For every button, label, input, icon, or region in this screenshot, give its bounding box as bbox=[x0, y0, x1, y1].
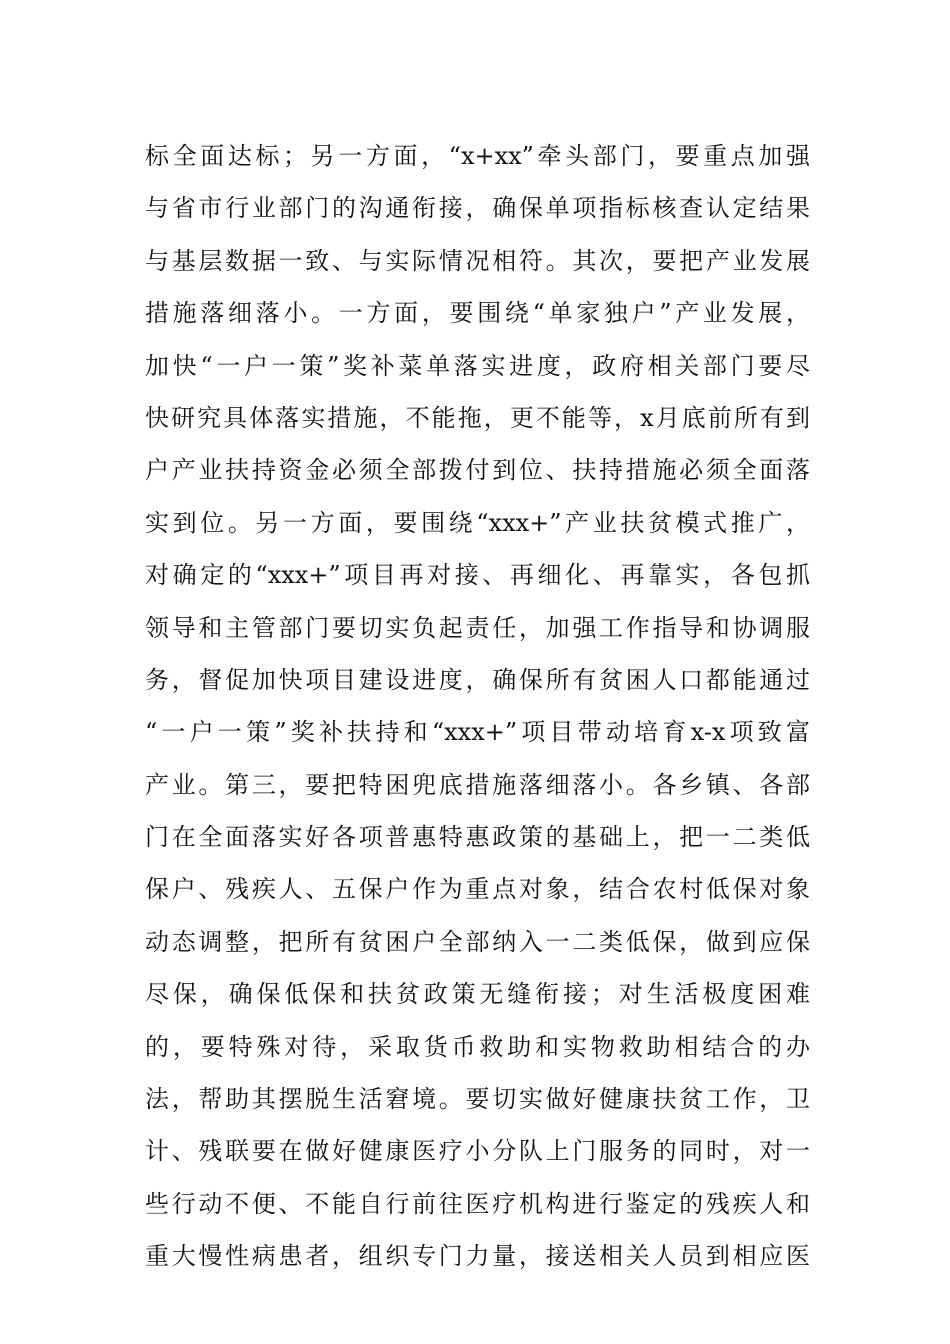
text-line: 尽保，确保低保和扶贫政策无缝衔接；对生活极度困难 bbox=[145, 980, 810, 1009]
text-line: 户产业扶持资金必须全部拨付到位、扶持措施必须全面落 bbox=[145, 456, 810, 485]
text-line: 保户、残疾人、五保户作为重点对象，结合农村低保对象 bbox=[145, 875, 810, 904]
text-line: 动态调整，把所有贫困户全部纳入一二类低保，做到应保 bbox=[145, 927, 810, 956]
text-line: 快研究具体落实措施，不能拖，更不能等，x月底前所有到 bbox=[145, 403, 810, 432]
text-line: 实到位。另一方面，要围绕“xxx+”产业扶贫模式推广， bbox=[145, 508, 810, 537]
text-line: 务，督促加快项目建设进度，确保所有贫困人口都能通过 bbox=[145, 665, 810, 694]
text-line: 对确定的“xxx+”项目再对接、再细化、再靠实，各包抓 bbox=[145, 561, 810, 590]
text-line: 领导和主管部门要切实负起责任，加强工作指导和协调服 bbox=[145, 613, 810, 642]
text-line: 些行动不便、不能自行前往医疗机构进行鉴定的残疾人和 bbox=[145, 1189, 810, 1218]
text-line: 计、残联要在做好健康医疗小分队上门服务的同时，对一 bbox=[145, 1137, 810, 1166]
text-line: 法，帮助其摆脱生活窘境。要切实做好健康扶贫工作，卫 bbox=[145, 1085, 810, 1114]
text-line: 产业。第三，要把特困兜底措施落细落小。各乡镇、各部 bbox=[145, 770, 810, 799]
text-line: 标全面达标；另一方面，“x+xx”牵头部门，要重点加强 bbox=[145, 142, 810, 170]
text-line: 与省市行业部门的沟通衔接，确保单项指标核查认定结果 bbox=[145, 194, 810, 223]
text-line: 加快“一户一策”奖补菜单落实进度，政府相关部门要尽 bbox=[145, 351, 810, 380]
text-line: “一户一策”奖补扶持和“xxx+”项目带动培育x-x项致富 bbox=[145, 718, 810, 747]
text-line: 措施落细落小。一方面，要围绕“单家独户”产业发展， bbox=[145, 299, 810, 328]
text-line: 的，要特殊对待，采取货币救助和实物救助相结合的办 bbox=[145, 1032, 810, 1061]
text-line: 重大慢性病患者，组织专门力量，接送相关人员到相应医 bbox=[145, 1242, 810, 1271]
text-line: 门在全面落实好各项普惠特惠政策的基础上，把一二类低 bbox=[145, 823, 810, 852]
body-text bbox=[145, 130, 810, 1283]
text-line: 与基层数据一致、与实际情况相符。其次，要把产业发展 bbox=[145, 246, 810, 275]
